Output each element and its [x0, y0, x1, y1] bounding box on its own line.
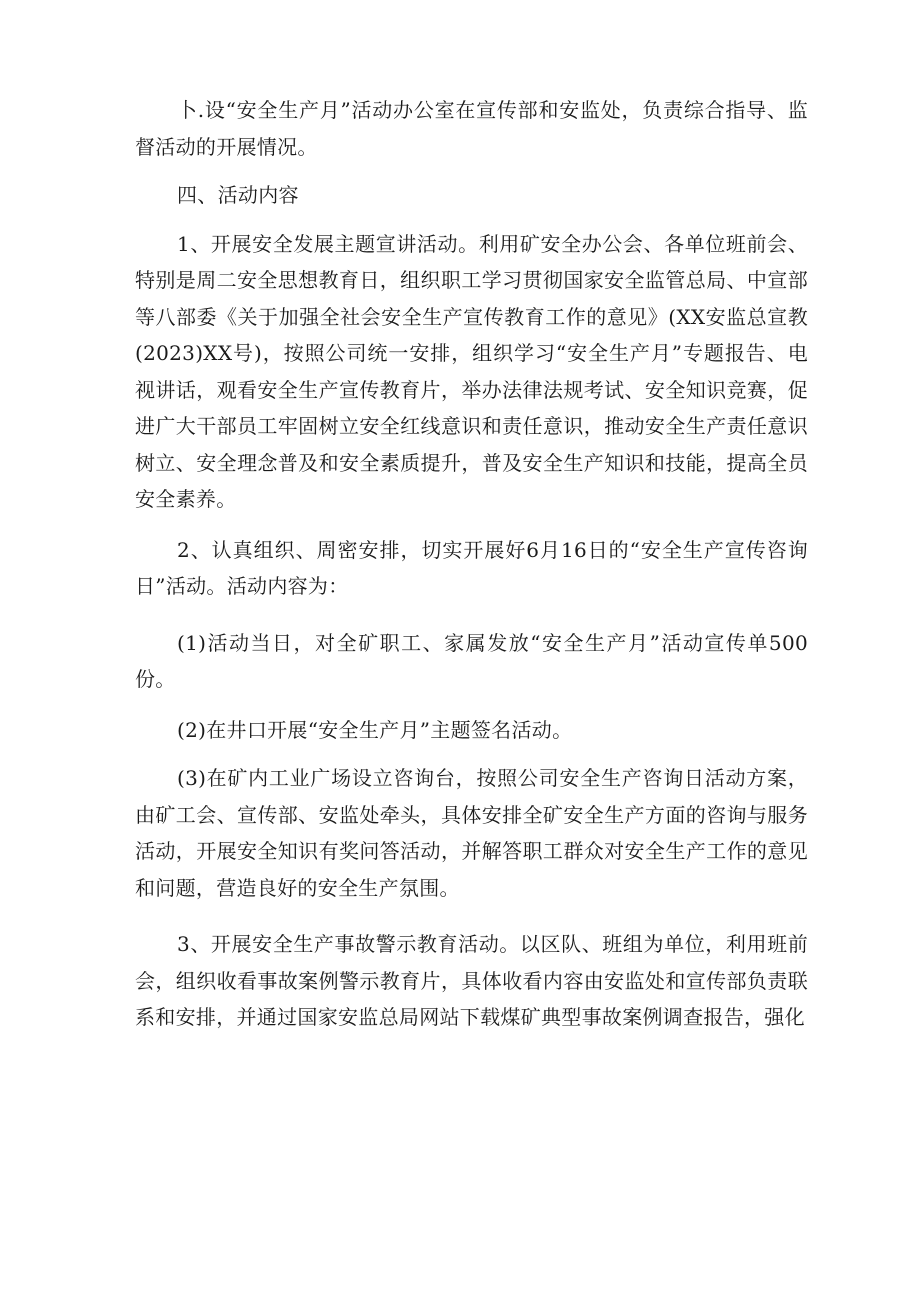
- paragraph-office-setup: 卜.设“安全生产月”活动办公室在宣传部和安监处，负责综合指导、监督活动的开展情况。: [135, 98, 808, 159]
- section-heading-activity-content: 四、活动内容: [177, 183, 299, 207]
- paragraph-item-3: 3、开展安全生产事故警示教育活动。以区队、班组为单位，利用班前会，组织收看事故案例警示教育片，具体收看内容由安监处和宣传部负责联系和安排，并通过国家安监总局网站下载煤矿典型事故案例调查报告，强化: [135, 932, 808, 1029]
- paragraph-item-1: 1、开展安全发展主题宣讲活动。利用矿安全办公会、各单位班前会、特别是周二安全思想教育日，组织职工学习贯彻国家安全监管总局、中宣部等八部委《关于加强全社会安全生产宣传教育工作的意见》(XX安监总宣教(2023)XX号)，按照公司统一安排，组织学习“安全生产月”专题报告、电视讲话，观看安全生产宣传教育片，举办法律法规考试、安全知识竞赛，促进广大干部员工牢固树立安全红线意识和责任意识，推动安全生产责任意识树立、安全理念普及和安全素质提升，普及安全生产知识和技能，提高全员安全素养。: [135, 231, 808, 511]
- paragraph-subitem-1: (1)活动当日，对全矿职工、家属发放“安全生产月”活动宣传单500份。: [135, 630, 808, 691]
- paragraph-item-2: 2、认真组织、周密安排，切实开展好6月16日的“安全生产宣传咨询日”活动。活动内容为：: [135, 537, 808, 598]
- paragraph-subitem-3: (3)在矿内工业广场设立咨询台，按照公司安全生产咨询日活动方案，由矿工会、宣传部、安监处牵头，具体安排全矿安全生产方面的咨询与服务活动，开展安全知识有奖问答活动，并解答职工群众对安全生产工作的意见和问题，营造良好的安全生产氛围。: [135, 766, 808, 900]
- paragraph-subitem-2: (2)在井口开展“安全生产月”主题签名活动。: [177, 717, 573, 742]
